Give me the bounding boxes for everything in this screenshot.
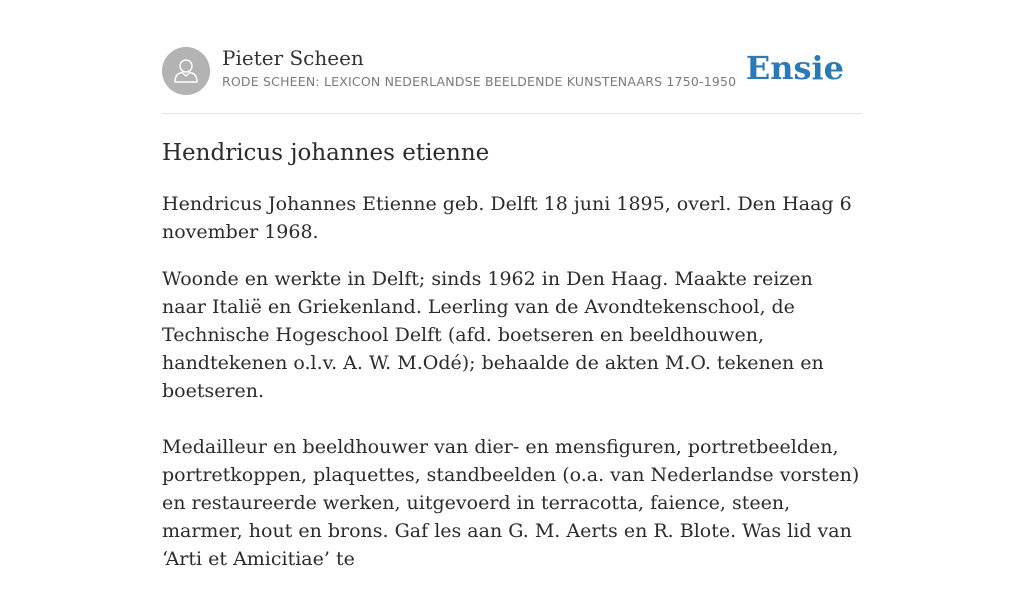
source-publication[interactable]: RODE SCHEEN: LEXICON NEDERLANDSE BEELDENDE KUNSTENAARS 1750-1950: [222, 74, 737, 89]
author-name[interactable]: Pieter Scheen: [222, 46, 364, 70]
user-silhouette-icon: [162, 47, 210, 95]
entry-header: [162, 0, 862, 114]
ensie-logo[interactable]: Ensie: [745, 49, 844, 87]
article-body: [162, 190, 862, 592]
paragraph-works: Medailleur en beeldhouwer van dier- en mensfiguren, portretbeelden, portretkoppen, plaquettes, standbeelden (o.a. van Nederlandse vorsten) en restaureerde werken, uitgevoerd in terracotta, faience, steen, marmer, hout en brons. Gaf les aan G. M. Aerts en R. Blote. Was lid van ‘Arti et Amicitiae’ te: [162, 436, 860, 570]
entry-page: [162, 0, 862, 570]
page-title: Hendricus johannes etienne: [162, 140, 490, 166]
paragraph-education: Woonde en werkte in Delft; sinds 1962 in Den Haag. Maakte reizen naar Italië en Griekenland. Leerling van de Avondtekenschool, de Technische Hogeschool Delft (afd. boetseren en beeldhouwen, handtekenen o.l.v. A. W. M.Odé); behaalde de akten M.O. tekenen en boetseren.: [162, 268, 824, 402]
paragraph-birth-death: Hendricus Johannes Etienne geb. Delft 18 juni 1895, overl. Den Haag 6 november 1968.: [162, 193, 852, 243]
author-avatar[interactable]: [162, 47, 210, 95]
